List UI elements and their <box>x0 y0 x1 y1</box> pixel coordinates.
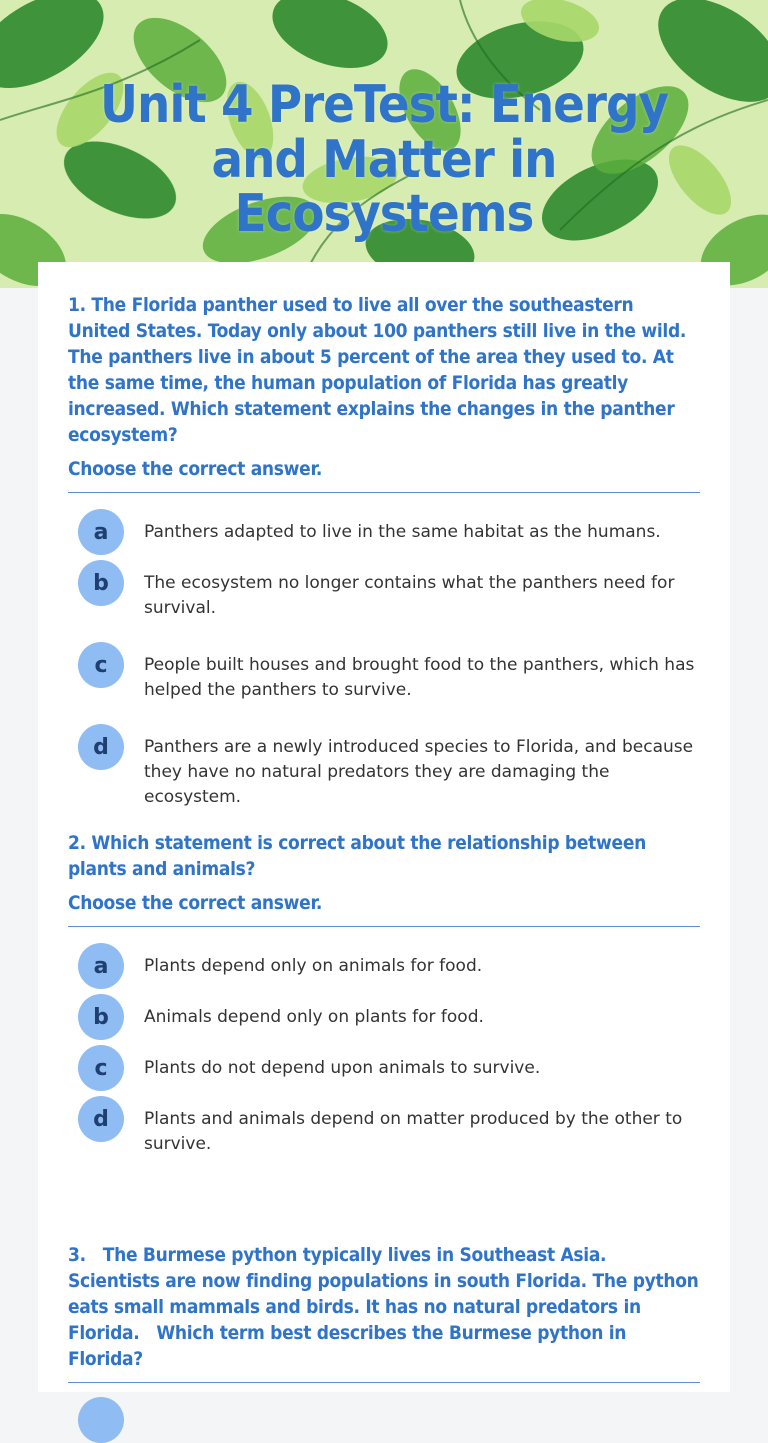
option-text: Plants depend only on animals for food. <box>144 956 483 976</box>
question-text: 1. The Florida panther used to live all over the southeastern United States. Today only about 100 panthers still live in the wild. The panthers live in about 5 percent of the area they used to. At the same time, the human population of Florida has greatly increased. Which statement explains the changes in the panther ecosystem? <box>68 294 687 446</box>
answer-option-d[interactable] <box>68 1096 700 1157</box>
option-letter-badge[interactable]: b <box>78 994 124 1040</box>
divider <box>68 492 700 493</box>
question-2 <box>68 830 700 1157</box>
option-text: Panthers are a newly introduced species to Florida, and because they have no natural predators they are damaging the ecosystem. <box>144 737 694 807</box>
question-1 <box>68 292 700 810</box>
question-instruction: Choose the correct answer. <box>68 892 323 914</box>
answer-option-a[interactable] <box>68 943 700 989</box>
option-letter-badge[interactable]: a <box>78 509 124 555</box>
question-3 <box>68 1242 705 1443</box>
answer-option-d[interactable] <box>68 724 700 810</box>
question-instruction: Choose the correct answer. <box>68 458 323 480</box>
divider <box>68 926 700 927</box>
question-text: 3. The Burmese python typically lives in Southeast Asia. Scientists are now finding populations in south Florida. The python eats small mammals and birds. It has no natural predators in Florida. Which term best describes the Burmese python in Florida? <box>68 1244 705 1370</box>
page-title: Unit 4 PreTest: Energy and Matter in Ecosystems <box>100 75 668 245</box>
quiz-card <box>38 262 730 1392</box>
option-letter-badge[interactable]: c <box>78 642 124 688</box>
option-text: Animals depend only on plants for food. <box>144 1007 484 1027</box>
header-banner <box>0 0 768 288</box>
option-letter-badge[interactable]: c <box>78 1045 124 1091</box>
option-letter-badge[interactable] <box>78 1397 124 1443</box>
option-text: The ecosystem no longer contains what the panthers need for survival. <box>144 573 675 618</box>
option-letter-badge[interactable]: d <box>78 724 124 770</box>
answer-option-a[interactable] <box>68 509 700 555</box>
answer-option-c[interactable] <box>68 642 700 703</box>
option-text: Plants do not depend upon animals to survive. <box>144 1058 541 1078</box>
option-letter-badge[interactable]: d <box>78 1096 124 1142</box>
answer-option-c[interactable] <box>68 1045 700 1091</box>
answer-option-a[interactable] <box>68 1397 700 1443</box>
option-text: Plants and animals depend on matter produced by the other to survive. <box>144 1109 683 1154</box>
question-text: 2. Which statement is correct about the relationship between plants and animals? <box>68 832 646 880</box>
divider <box>68 1382 700 1383</box>
option-letter-badge[interactable]: b <box>78 560 124 606</box>
option-letter-badge[interactable]: a <box>78 943 124 989</box>
option-text: Panthers adapted to live in the same habitat as the humans. <box>144 522 661 542</box>
option-text: People built houses and brought food to the panthers, which has helped the panthers to survive. <box>144 655 695 700</box>
answer-option-b[interactable] <box>68 560 700 621</box>
answer-option-b[interactable] <box>68 994 700 1040</box>
